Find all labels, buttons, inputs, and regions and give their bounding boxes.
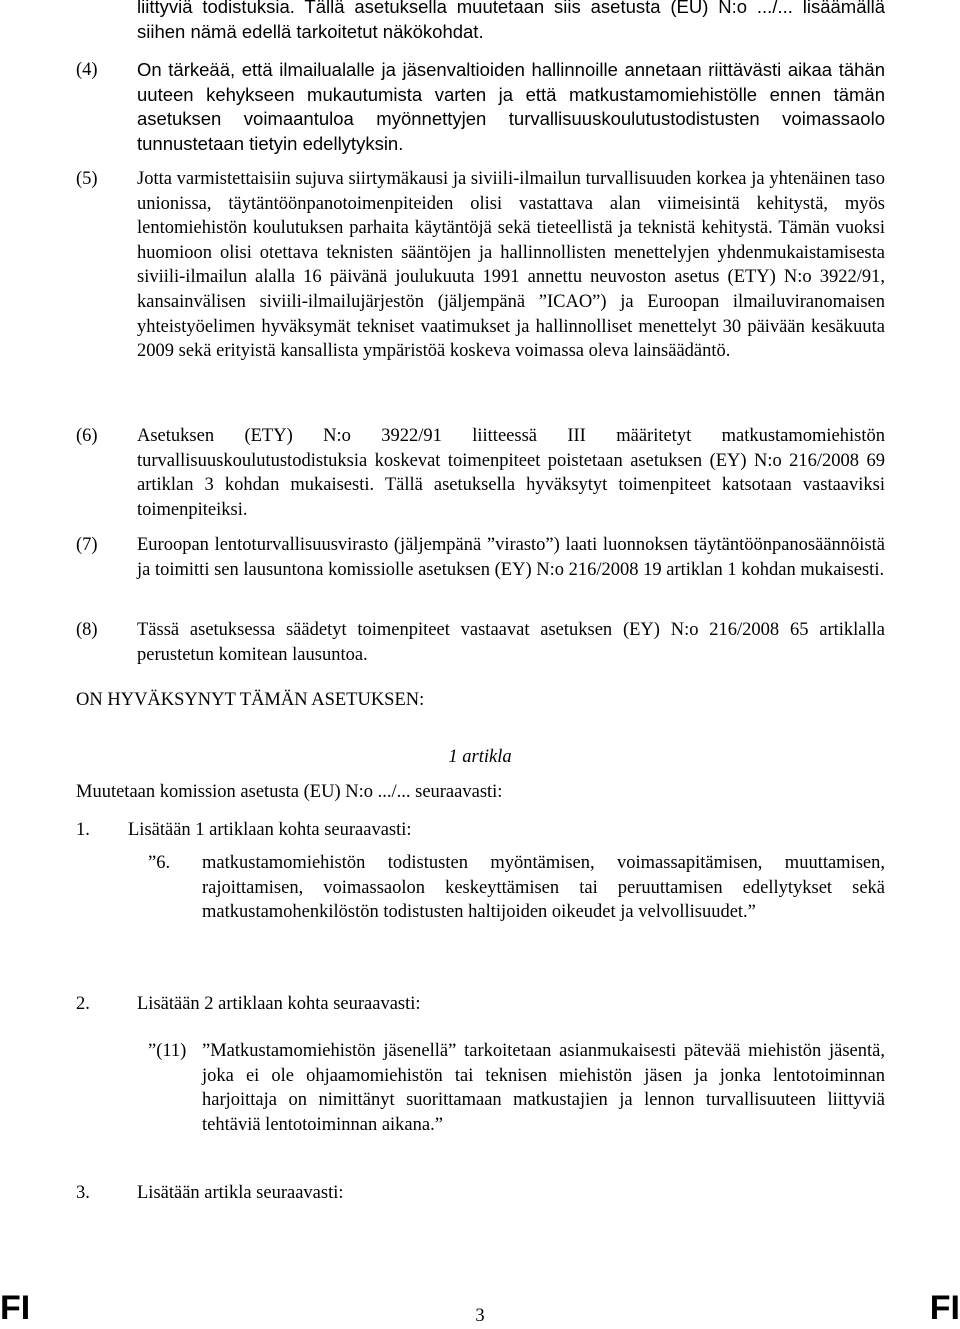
article-intro: Muutetaan komission asetusta (EU) N:o .../... seuraavasti: <box>76 782 503 802</box>
adoption-heading: ON HYVÄKSYNYT TÄMÄN ASETUKSEN: <box>76 690 425 710</box>
item-number: 3. <box>76 1183 90 1203</box>
recital-text: Jotta varmistettaisiin sujuva siirtymäkausi ja siviili-ilmailun turvallisuuden korkea ja yhtenäinen taso unionissa, täytäntöönpanotoimenpiteiden olisi vastattava alan viimeisintä kehitystä, myös lentomiehistön koulutuksen parhaita käytäntöjä sekä tieteellistä ja teknistä kehitystä. Tämän vuoksi huomioon olisi otettava teknisten sääntöjen ja hallinnollisten menettelyjen yhdenmukaistamisesta siviili-ilmailun alalla 16 päivänä joulukuuta 1991 annettu neuvoston asetus (ETY) N:o 3922/91, kansainvälisen siviili-ilmailujärjestön (jäljempänä ”ICAO”) ja Euroopan ilmailuviranomaisen yhteistyöelimen hyväksymät tekniset vaatimukset ja hallinnolliset menettelyt 30 päivään kesäkuuta 2009 sekä erityistä kansallista ympäristöä koskeva voimassa oleva lainsäädäntö. <box>137 169 885 362</box>
recital-text: Euroopan lentoturvallisuusvirasto (jäljempänä ”virasto”) laati luonnoksen täytäntöönpanosäännöistä ja toimitti sen lausuntona komissiolle asetuksen (EY) N:o 216/2008 19 artiklan 1 kohdan mukaisesti. <box>137 535 885 580</box>
page-number: 3 <box>475 1306 485 1326</box>
recital-number: (8) <box>76 620 98 640</box>
recital-text: Asetuksen (ETY) N:o 3922/91 liitteessä III määritetyt matkustamomiehistön turvallisuuskoulutustodistuksia koskevat toimenpiteet poistetaan asetuksen (EY) N:o 216/2008 69 artiklan 3 kohdan mukaisesti. Tällä asetuksella hyväksytyt toimenpiteet katsotaan vastaaviksi toimenpiteiksi. <box>137 426 885 520</box>
item-text: Lisätään 2 artiklaan kohta seuraavasti: <box>137 994 421 1014</box>
article-title: 1 artikla <box>448 747 512 767</box>
quoted-definition <box>202 1039 885 1137</box>
item-number: 2. <box>76 994 90 1014</box>
item-text: Lisätään 1 artiklaan kohta seuraavasti: <box>128 820 412 840</box>
footer-language-code-left: FI <box>0 1289 31 1327</box>
recital-text: Tässä asetuksessa säädetyt toimenpiteet vastaavat asetuksen (EY) N:o 216/2008 65 artiklalla perustetun komitean lausuntoa. <box>137 620 885 665</box>
recital-number: (4) <box>76 60 98 80</box>
item-text: Lisätään artikla seuraavasti: <box>137 1183 344 1203</box>
recital-number: (7) <box>76 535 98 555</box>
item-number: 1. <box>76 820 90 840</box>
recital-text: On tärkeää, että ilmailualalle ja jäsenvaltioiden hallinnoille annetaan riittävästi aikaa tähän uuteen kehykseen mukautumista varten ja että matkustamomiehistölle ennen tämän asetuksen voimaantuloa myönnettyjen turvallisuuskoulutustodistusten voimassaolo tunnustetaan tietyin edellytyksin. <box>137 59 885 154</box>
intro-paragraph: liittyviä todistuksia. Tällä asetuksella muutetaan siis asetusta (EU) N:o .../... lisäämällä siihen nämä edellä tarkoitetut näkökohdat. <box>137 0 885 42</box>
recital-number: (5) <box>76 169 98 189</box>
quote-lead: ”6. <box>148 853 171 873</box>
footer-language-code-right: FI <box>929 1289 960 1327</box>
quoted-definition-text: ”Matkustamomiehistön jäsenellä” tarkoitetaan asianmukaisesti pätevää miehistön jäsentä, joka ei ole ohjaamomiehistön tai teknisen miehistön jäsen ja jonka lentotoiminnan harjoittaja on nimittänyt suorittamaan matkustajien ja lennon turvallisuuteen liittyviä tehtäviä lentotoiminnan aikana.” <box>202 1041 885 1135</box>
quoted-provision: matkustamomiehistön todistusten myöntämisen, voimassapitämisen, muuttamisen, rajoittamisen, voimassaolon keskeyttämisen tai peruuttamisen edellytykset sekä matkustamohenkilöstön todistusten haltijoiden oikeudet ja velvollisuudet.” <box>202 853 885 922</box>
quote-lead: ”(11) <box>148 1041 187 1061</box>
recital-number: (6) <box>76 426 98 446</box>
